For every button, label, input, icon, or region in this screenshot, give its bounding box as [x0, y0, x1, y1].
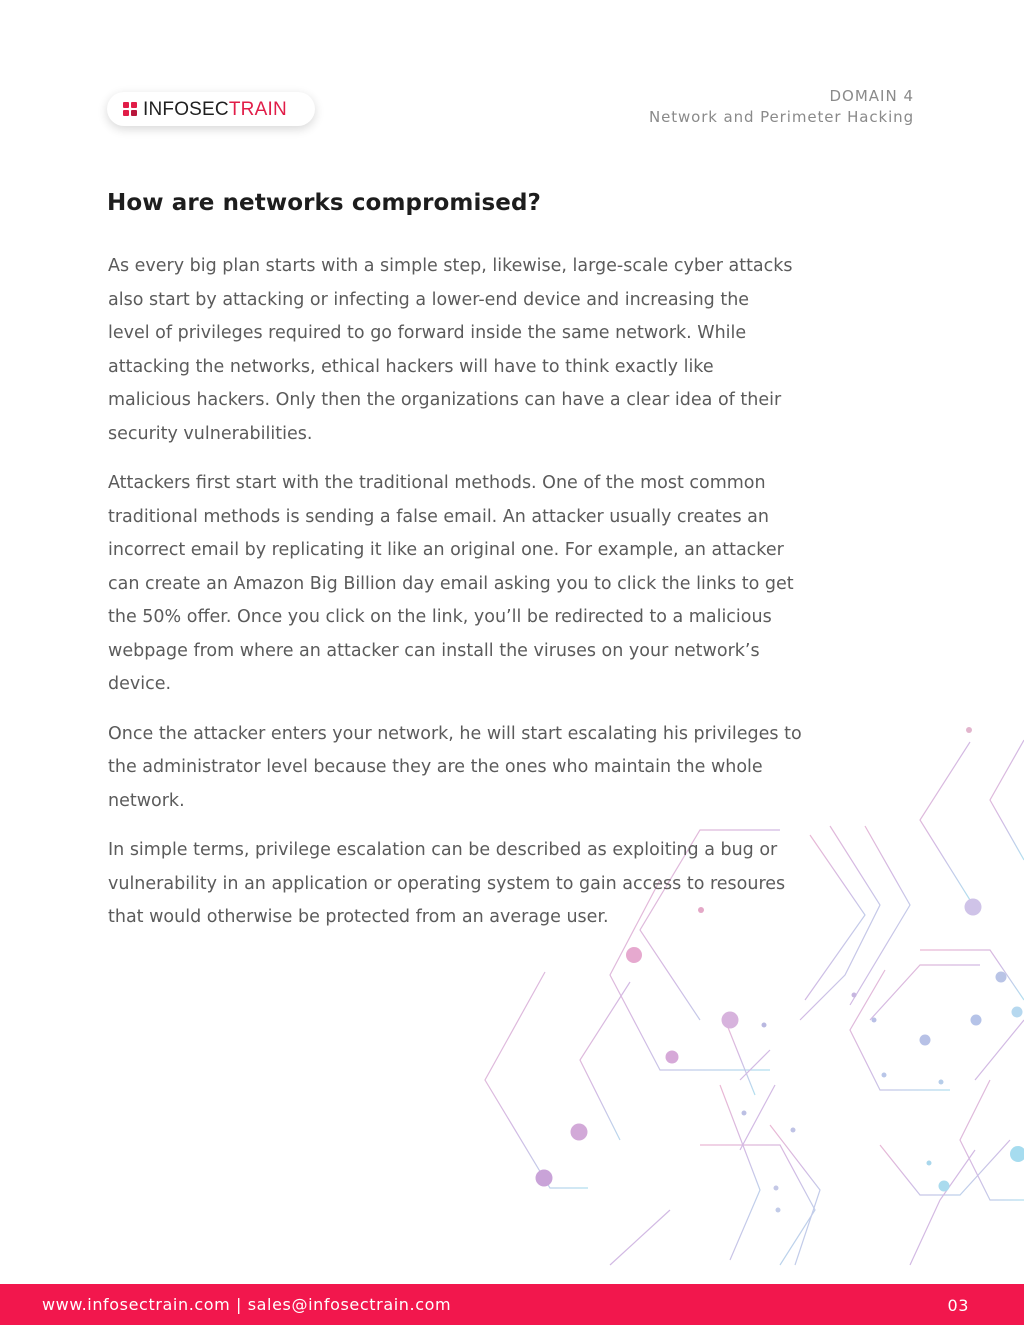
paragraph [108, 834, 918, 935]
paragraph-line: As every big plan starts with a simple step, likewise, large-scale cyber attacks [108, 256, 793, 276]
paragraph-line: that would otherwise be protected from an average user. [108, 907, 609, 927]
paragraph-line: incorrect email by replicating it like an original one. For example, an attacker [108, 540, 784, 560]
logo-text-train: TRAIN [228, 98, 287, 120]
paragraph-line: security vulnerabilities. [108, 423, 313, 444]
logo-mark-icon [123, 102, 138, 117]
domain-subtitle: Network and Perimeter Hacking [648, 108, 914, 126]
logo-text-infosec: INFOSEC [143, 98, 229, 120]
paragraph-line: level of privileges required to go forward inside the same network. While [108, 323, 747, 343]
paragraph-line: also start by attacking or infecting a lower-end device and increasing the [108, 289, 750, 310]
paragraph-line: attacking the networks, ethical hackers will have to think exactly like [108, 356, 714, 377]
paragraph-line: vulnerability in an application or operating system to gain access to resoures [108, 873, 786, 894]
page-number: 03 [947, 1296, 969, 1315]
footer-contact-links[interactable]: www.infosectrain.com | sales@infosectrain.com [42, 1295, 452, 1314]
paragraph-line: traditional methods is sending a false email. An attacker usually creates an [108, 506, 769, 527]
logo [107, 92, 315, 126]
paragraph-line: the 50% offer. Once you click on the link, you’ll be redirected to a malicious [108, 607, 772, 627]
footer-bar [0, 1284, 1024, 1325]
domain-label: DOMAIN 4 [829, 87, 914, 105]
body-text [108, 250, 918, 951]
paragraph-line: the administrator level because they are the ones who maintain the whole [108, 757, 763, 777]
paragraph [108, 718, 918, 819]
paragraph [108, 250, 918, 451]
page-title: How are networks compromised? [107, 190, 541, 216]
paragraph-line: Attackers first start with the traditional methods. One of the most common [108, 473, 766, 493]
paragraph-line: malicious hackers. Only then the organizations can have a clear idea of their [108, 390, 782, 410]
paragraph-line: device. [108, 674, 172, 694]
paragraph [108, 467, 918, 702]
paragraph-line: can create an Amazon Big Billion day email asking you to click the links to get [108, 573, 794, 594]
paragraph-line: network. [108, 790, 185, 811]
paragraph-line: In simple terms, privilege escalation can be described as exploiting a bug or [108, 840, 778, 860]
paragraph-line: Once the attacker enters your network, he will start escalating his privileges to [108, 723, 802, 744]
domain-header [649, 86, 914, 128]
paragraph-line: webpage from where an attacker can install the viruses on your network’s [108, 640, 760, 661]
logo-text [143, 100, 287, 119]
